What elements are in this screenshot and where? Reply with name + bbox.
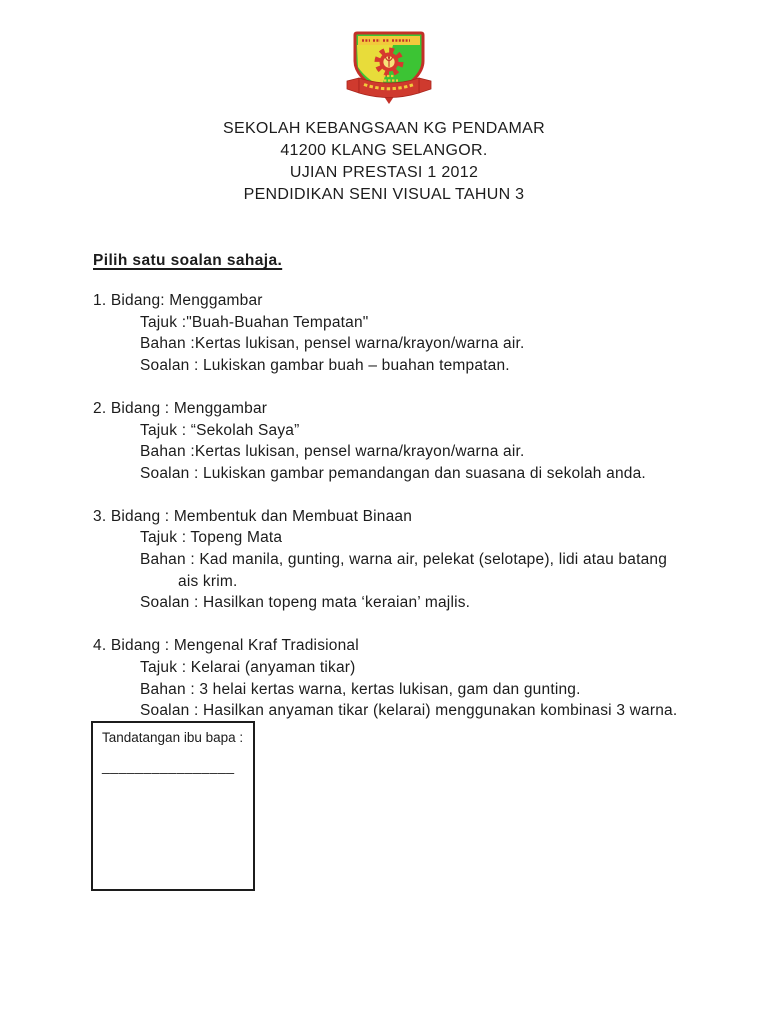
question-section-1 — [93, 290, 753, 377]
section-detail-bahan: Bahan :Kertas lukisan, pensel warna/krayon/warna air. — [140, 443, 525, 461]
section-heading: 2. Bidang : Menggambar — [93, 399, 268, 417]
section-detail-bahan: Bahan :Kertas lukisan, pensel warna/krayon/warna air. — [140, 335, 525, 353]
question-section-2 — [93, 398, 753, 485]
school-crest-logo — [346, 31, 432, 107]
signature-line: ________________ — [102, 758, 235, 774]
school-address: 41200 KLANG SELANGOR. — [280, 142, 488, 159]
section-detail-tajuk: Tajuk : “Sekolah Saya” — [140, 421, 300, 439]
section-detail-soalan: Soalan : Lukiskan gambar buah – buahan tempatan. — [140, 357, 510, 375]
instruction-text: Pilih satu soalan sahaja. — [93, 252, 283, 269]
section-detail-bahan: Bahan : 3 helai kertas warna, kertas lukisan, gam dan gunting. — [140, 680, 581, 698]
parent-signature-box — [91, 721, 255, 891]
section-detail-tajuk: Tajuk :"Buah-Buahan Tempatan" — [140, 313, 369, 331]
question-section-4 — [93, 635, 753, 722]
section-detail-soalan: Soalan : Lukiskan gambar pemandangan dan suasana di sekolah anda. — [140, 464, 646, 482]
question-section-3 — [93, 506, 753, 615]
section-detail-soalan: Soalan : Hasilkan topeng mata ‘keraian’ majlis. — [140, 594, 471, 612]
section-detail-tajuk: Tajuk : Topeng Mata — [140, 529, 283, 547]
section-heading: 1. Bidang: Menggambar — [93, 292, 263, 309]
section-heading: 3. Bidang : Membentuk dan Membuat Binaan — [93, 507, 413, 525]
section-detail-soalan: Soalan : Hasilkan anyaman tikar (kelarai) menggunakan kombinasi 3 warna. — [140, 702, 678, 720]
school-name: SEKOLAH KEBANGSAAN KG PENDAMAR — [223, 120, 545, 137]
section-detail-bahan-wrap: ais krim. — [178, 572, 238, 590]
signature-label: Tandatangan ibu bapa : — [102, 730, 244, 745]
section-detail-bahan: Bahan : Kad manila, gunting, warna air, pelekat (selotape), lidi atau batang — [140, 551, 668, 569]
exam-title: UJIAN PRESTASI 1 2012 — [289, 164, 479, 181]
section-detail-tajuk: Tajuk : Kelarai (anyaman tikar) — [140, 658, 356, 676]
document-header — [0, 118, 768, 206]
section-heading: 4. Bidang : Mengenal Kraf Tradisional — [93, 637, 359, 655]
question-list — [93, 290, 753, 743]
subject-line: PENDIDIKAN SENI VISUAL TAHUN 3 — [243, 186, 525, 203]
